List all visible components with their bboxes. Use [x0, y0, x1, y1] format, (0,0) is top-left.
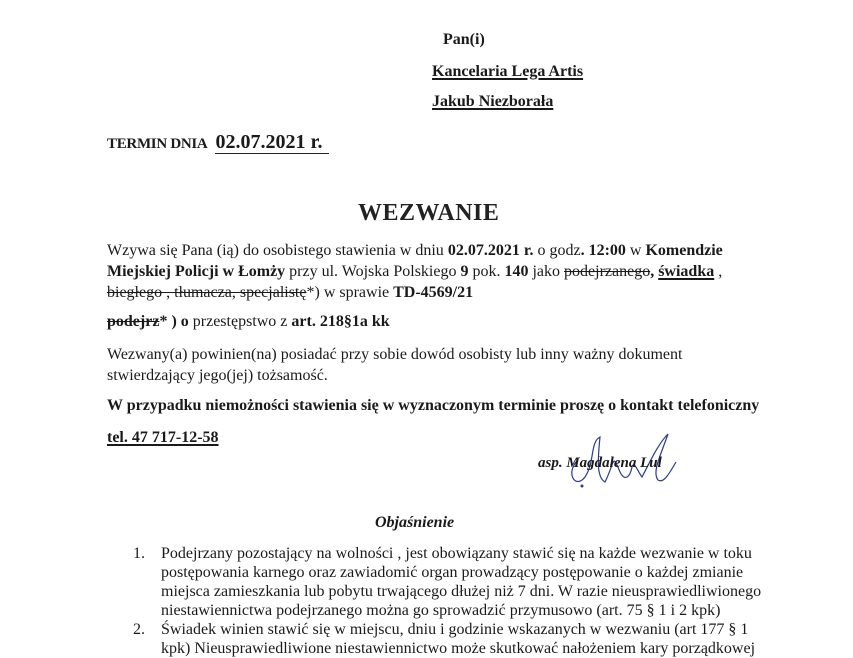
- item-number: 2.: [133, 621, 145, 638]
- text: przy ul. Wojska Polskiego: [285, 263, 461, 280]
- recipient-person: Jakub Niezborała: [432, 93, 554, 110]
- summoned-role: świadka: [658, 263, 715, 280]
- struck-suspect: podejrz: [107, 313, 160, 330]
- id-notice: [107, 344, 682, 386]
- offence-article: art. 218§1a kk: [291, 313, 390, 330]
- offence-line: [107, 311, 390, 332]
- place: Komendzie: [645, 242, 723, 259]
- text: *) w sprawie: [306, 284, 394, 301]
- item-number: 1.: [133, 545, 145, 562]
- recipient-salutation: Pan(i): [443, 31, 485, 48]
- recipient-firm: Kancelaria Lega Artis: [432, 63, 584, 80]
- list-item: [133, 544, 793, 620]
- text: o godz: [533, 242, 581, 259]
- deadline: [107, 131, 329, 154]
- id-notice-line-2: stwierdzający jego(jej) tożsamość.: [107, 367, 328, 384]
- text: przestępstwo z: [188, 313, 292, 330]
- text: .: [580, 242, 585, 259]
- document-title: WEZWANIE: [358, 200, 500, 226]
- item-text: Podejrzany pozostający na wolności , jest obowiązany stawić się na każde wezwanie w toku postępowania karnego oraz zawiadomić organ prowadzący postępowanie o każdej zmianie miejsca zamieszkania lub pobytu trwającego dłużej niż 7 dni. W razie nieusprawiedliwionego niestawiennictwa podejrzanego można go sprowadzić przymusowo (art. 75 § 1 i 2 kpk): [161, 545, 762, 619]
- id-notice-line-1: Wezwany(a) powinien(na) posiadać przy sobie dowód osobisty lub inny ważny dokument: [107, 346, 683, 363]
- contact-notice: W przypadku niemożności stawienia się w wyznaczonym terminie proszę o kontakt telefoniczny: [107, 397, 760, 414]
- case-number: TD-4569/21: [393, 284, 474, 301]
- street-number: 9: [460, 263, 469, 280]
- appearance-time: 12:00: [584, 242, 626, 259]
- deadline-label: TERMIN DNIA: [107, 136, 208, 152]
- summons-line-3: [107, 282, 723, 303]
- place: Miejskiej Policji w Łomży: [107, 263, 286, 280]
- text: * ) o: [159, 313, 189, 330]
- explanation-list: [133, 544, 793, 658]
- summons-line-2: [107, 261, 723, 282]
- summons-line-1: [107, 240, 723, 261]
- explanation-title: Objaśnienie: [375, 514, 455, 531]
- phone-number: tel. 47 717-12-58: [107, 429, 219, 446]
- deadline-date: 02.07.2021 r.: [215, 131, 328, 154]
- text: ,: [714, 263, 723, 280]
- text: pok.: [468, 263, 505, 280]
- text: jako: [528, 263, 565, 280]
- signatory-name: asp. Magdalena Lul: [538, 455, 662, 471]
- room-number: 140: [504, 263, 529, 280]
- item-text: Świadek winien stawić się w miejscu, dniu i godzinie wskazanych w wezwaniu (art 177 § 1 kpk) Nieusprawiedliwione niestawiennictwo może skutkować nałożeniem kary porządkowej: [161, 621, 756, 657]
- summons-paragraph: [107, 240, 723, 303]
- list-item: [133, 620, 793, 658]
- struck-role-suspect: podejrzanego: [564, 263, 651, 280]
- text: Wzywa się Pana (ią) do osobistego stawienia w dniu: [107, 242, 448, 259]
- struck-roles-others: biegłego , tłumacza, specjalistę: [107, 284, 307, 301]
- text: w: [625, 242, 646, 259]
- text: ,: [650, 263, 655, 280]
- appearance-date: 02.07.2021 r.: [447, 242, 534, 259]
